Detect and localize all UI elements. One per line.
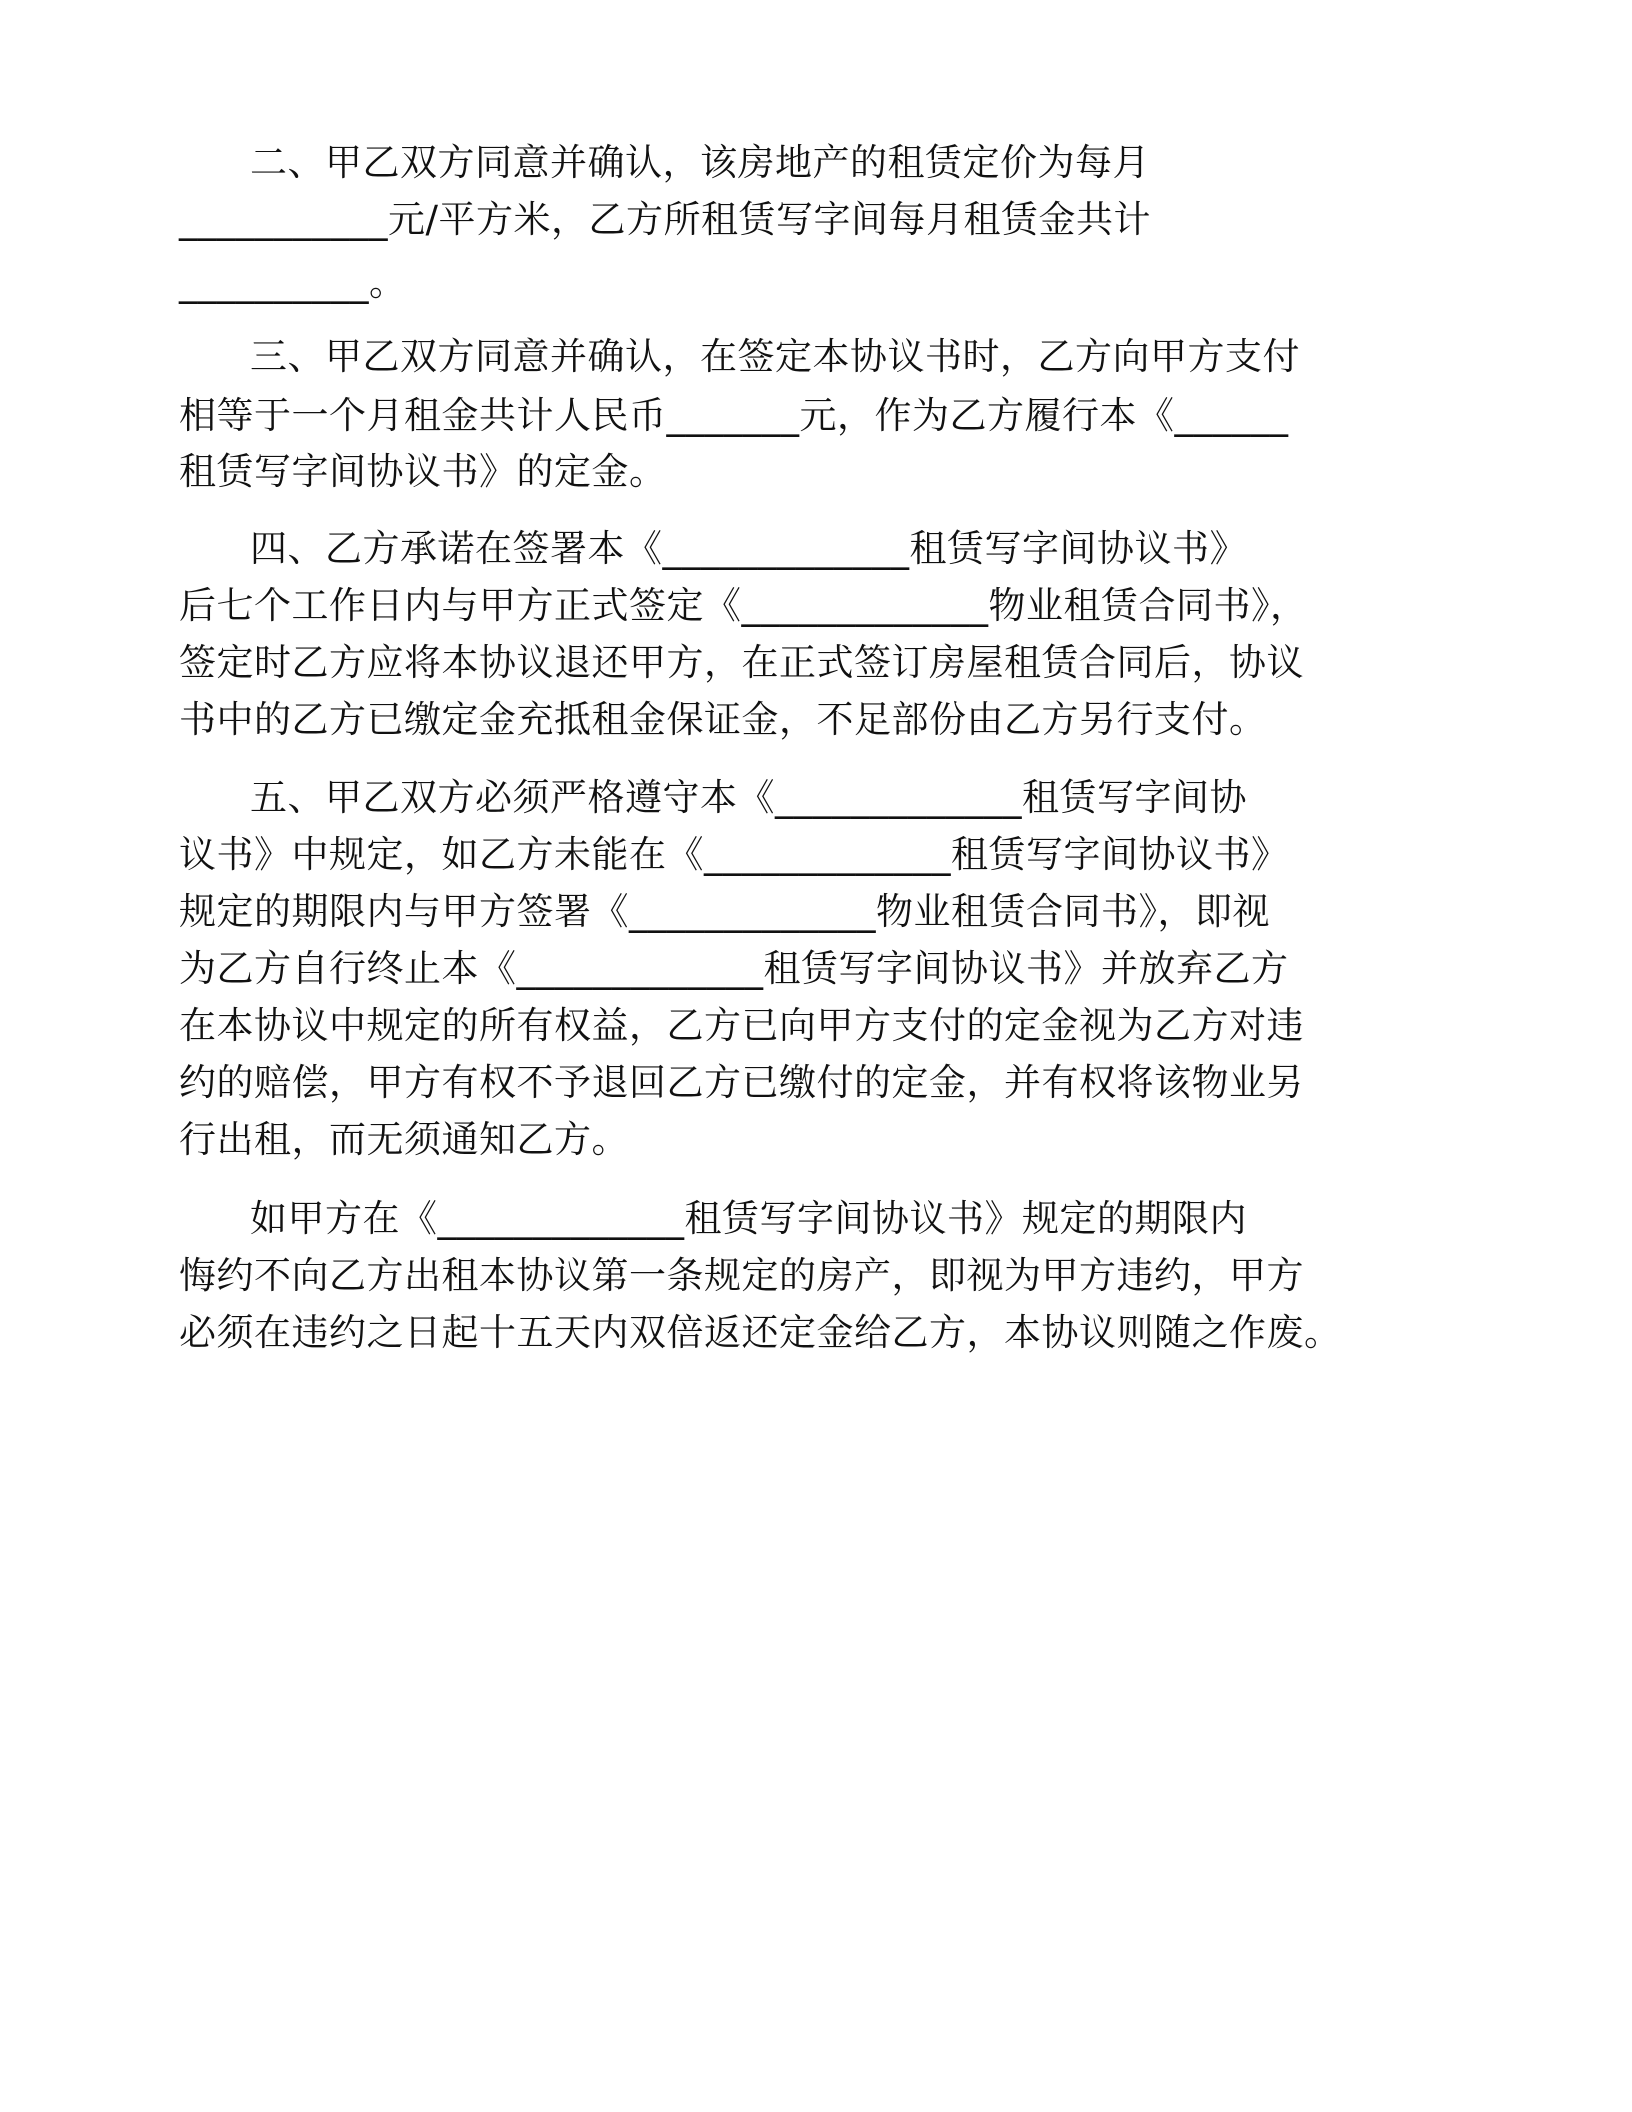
paragraph-1-line-3: __________。 xyxy=(179,261,407,304)
paragraph-1-line-2: ___________元/平方米，乙方所租赁写字间每月租赁金共计 xyxy=(179,198,1151,241)
paragraph-4-line-2: 议书》中规定，如乙方未能在《_____________租赁写字间协议书》 xyxy=(179,833,1289,876)
paragraph-5-line-3: 必须在违约之日起十五天内双倍返还定金给乙方，本协议则随之作废。 xyxy=(179,1311,1342,1354)
paragraph-3-line-4: 书中的乙方已缴定金充抵租金保证金，不足部份由乙方另行支付。 xyxy=(179,698,1267,741)
paragraph-2-line-1: 三、甲乙双方同意并确认，在签定本协议书时，乙方向甲方支付 xyxy=(250,335,1300,378)
paragraph-1-line-1: 二、甲乙双方同意并确认，该房地产的租赁定价为每月 xyxy=(250,141,1150,184)
paragraph-3-line-2: 后七个工作日内与甲方正式签定《_____________物业租赁合同书》， xyxy=(179,584,1308,627)
paragraph-2-line-2: 相等于一个月租金共计人民币_______元，作为乙方履行本《______ xyxy=(179,394,1289,437)
paragraph-5-line-2: 悔约不向乙方出租本协议第一条规定的房产，即视为甲方违约，甲方 xyxy=(179,1254,1304,1297)
paragraph-4-line-7: 行出租，而无须通知乙方。 xyxy=(179,1118,629,1161)
paragraph-4-line-5: 在本协议中规定的所有权益，乙方已向甲方支付的定金视为乙方对违 xyxy=(179,1004,1304,1047)
paragraph-2-line-3: 租赁写字间协议书》的定金。 xyxy=(179,450,667,493)
paragraph-3-line-3: 签定时乙方应将本协议退还甲方，在正式签订房屋租赁合同后，协议 xyxy=(179,641,1304,684)
paragraph-5-line-1: 如甲方在《_____________租赁写字间协议书》规定的期限内 xyxy=(250,1197,1247,1240)
paragraph-4-line-4: 为乙方自行终止本《_____________租赁写字间协议书》并放弃乙方 xyxy=(179,947,1289,990)
paragraph-3-line-1: 四、乙方承诺在签署本《_____________租赁写字间协议书》 xyxy=(250,527,1247,570)
paragraph-4-line-3: 规定的期限内与甲方签署《_____________物业租赁合同书》，即视 xyxy=(179,890,1270,933)
paragraph-4-line-6: 约的赔偿，甲方有权不予退回乙方已缴付的定金，并有权将该物业另 xyxy=(179,1061,1304,1104)
paragraph-4-line-1: 五、甲乙双方必须严格遵守本《_____________租赁写字间协 xyxy=(250,776,1247,819)
